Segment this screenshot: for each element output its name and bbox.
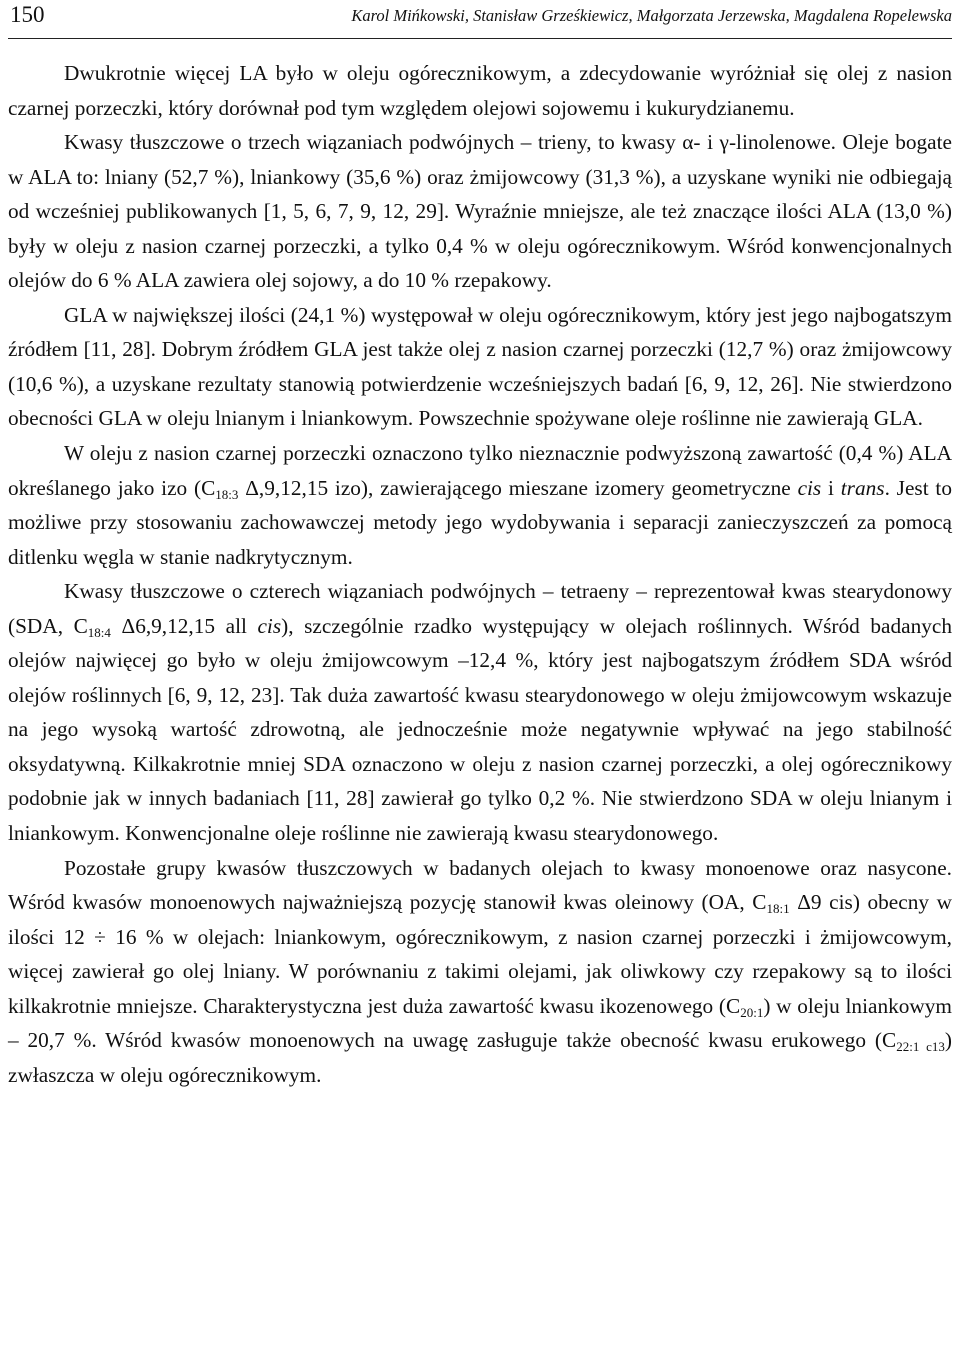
formula-subscript: 18:4 (87, 624, 111, 640)
formula-subscript: 18:3 (215, 486, 239, 502)
paragraph-6-text-a: Pozostałe grupy kwasów tłuszczowych w badanych olejach to kwasy monoenowe oraz nasycone. Wśród kwasów monoenowych najważniejszą pozycję stanowił kwas oleinowy (OA, C (8, 855, 952, 915)
paragraph-5-text-a: Kwasy tłuszczowe o czterech wiązaniach podwójnych – tetraeny – reprezentował kwas stearydonowy (SDA, C (8, 579, 952, 638)
paragraph-3: GLA w największej ilości (24,1 %) występował w oleju ogórecznikowym, który jest jego najbogatszym źródłem [11, 28]. Dobrym źródłem GLA jest także olej z nasion czarnej porzeczki (12,7 %) oraz żmijowcowy (10,6 %), a uzyskane rezultaty stanowią potwierdzenie wcześniejszych badań [6, 9, 12, 26]. Nie stwierdzono obecności GLA w oleju lnianym i lniankowym. Powszechnie spożywane oleje roślinne nie zawierają GLA. (8, 302, 952, 431)
italic-term-cis: cis (797, 475, 822, 500)
body-text (8, 56, 952, 1092)
italic-term-trans: trans (840, 475, 885, 500)
paragraph-6 (8, 851, 952, 1093)
paragraph-6-text-d: ) zwłaszcza w oleju ogórecznikowym. (8, 1028, 952, 1087)
paragraph-4 (8, 436, 952, 574)
paragraph-5-text-b: Δ6,9,12,15 all (110, 613, 258, 638)
formula-subscript: 18:1 (766, 901, 790, 917)
paragraph-5-text-c: ), szczególnie rzadko występujący w olejach roślinnych. Wśród badanych olejów najwięcej go było w oleju żmijowcowym –12,4 %, który jest najbogatszym źródłem SDA wśród olejów roślinnych [6, 9, 12, 23]. Tak duża zawartość kwasu stearydonowego w oleju żmijowcowym wskazuje na jego wysoką wartość zdrowotną, ale jednocześnie może negatywnie wpływać na jego stabilność oksydatywną. Kilkakrotnie mniej SDA oznaczono w oleju z nasion czarnej porzeczki, a olej ogórecznikowy podobnie jak w innych badaniach [11, 28] zawierał go tylko 0,2 %. Nie stwierdzono SDA w oleju lnianym i lniankowym. Konwencjonalne oleje roślinne nie zawierają kwasu stearydonowego. (8, 613, 952, 846)
paragraph-4-text-c: i (821, 475, 841, 500)
running-header-authors: Karol Mińkowski, Stanisław Grześkiewicz, Małgorzata Jerzewska, Magdalena Ropelewska (351, 6, 952, 25)
formula-subscript: 20:1 (740, 1004, 764, 1020)
paragraph-2: Kwasy tłuszczowe o trzech wiązaniach podwójnych – trieny, to kwasy α- i γ-linolenowe. Oleje bogate w ALA to: lniany (52,7 %), lniankowy (35,6 %) oraz żmijowcowy (31,3 %), a uzyskane wyniki nie odbiegają od wcześniej publikowanych [1, 5, 6, 7, 9, 12, 29]. Wyraźnie mniejsze, ale też znaczące ilości ALA (13,0 %) były w oleju z nasion czarnej porzeczki, a tylko 0,4 % w oleju ogórecznikowym. Wśród konwencjonalnych olejów do 6 % ALA zawiera olej sojowy, a do 10 % rzepakowy. (8, 130, 952, 293)
paragraph-6-text-c: ) w oleju lniankowym – 20,7 %. Wśród kwasów monoenowych na uwagę zasługuje także obecność kwasu erukowego (C (8, 993, 952, 1053)
formula-subscript: 22:1 c13 (896, 1039, 945, 1055)
running-header (8, 0, 952, 39)
italic-term-cis: cis (257, 613, 282, 638)
paragraph-6-text-b: Δ9 cis) obecny w ilości 12 ÷ 16 % w olejach: lniankowym, ogórecznikowym, z nasion czarnej porzeczki i żmijowcowym, więcej zawierał go olej lniany. W porównaniu z takimi olejami, jak oliwkowy czy rzepakowy są to ilości kilkakrotnie mniejsze. Charakterystyczna jest duża zawartość kwasu ikozenowego (C (8, 890, 952, 1018)
paragraph-4-text-d: . Jest to możliwe przy stosowaniu zachowawczej metody jego wydobywania i separacji zanieczyszczeń za pomocą ditlenku węgla w stanie nadkrytycznym. (8, 475, 952, 569)
paragraph-5 (8, 574, 952, 850)
paragraph-4-text-b: Δ,9,12,15 izo), zawierającego mieszane izomery geometryczne (238, 475, 798, 500)
page-number: 150 (10, 2, 45, 27)
paragraph-4-text-a: W oleju z nasion czarnej porzeczki oznaczono tylko nieznacznie podwyższoną zawartość (0,4 %) ALA określanego jako izo (C (8, 441, 952, 500)
paragraph-1: Dwukrotnie więcej LA było w oleju ogórecznikowym, a zdecydowanie wyróżniał się olej z nasion czarnej porzeczki, który dorównał pod tym względem olejowi sojowemu i kukurydzianemu. (8, 61, 952, 120)
